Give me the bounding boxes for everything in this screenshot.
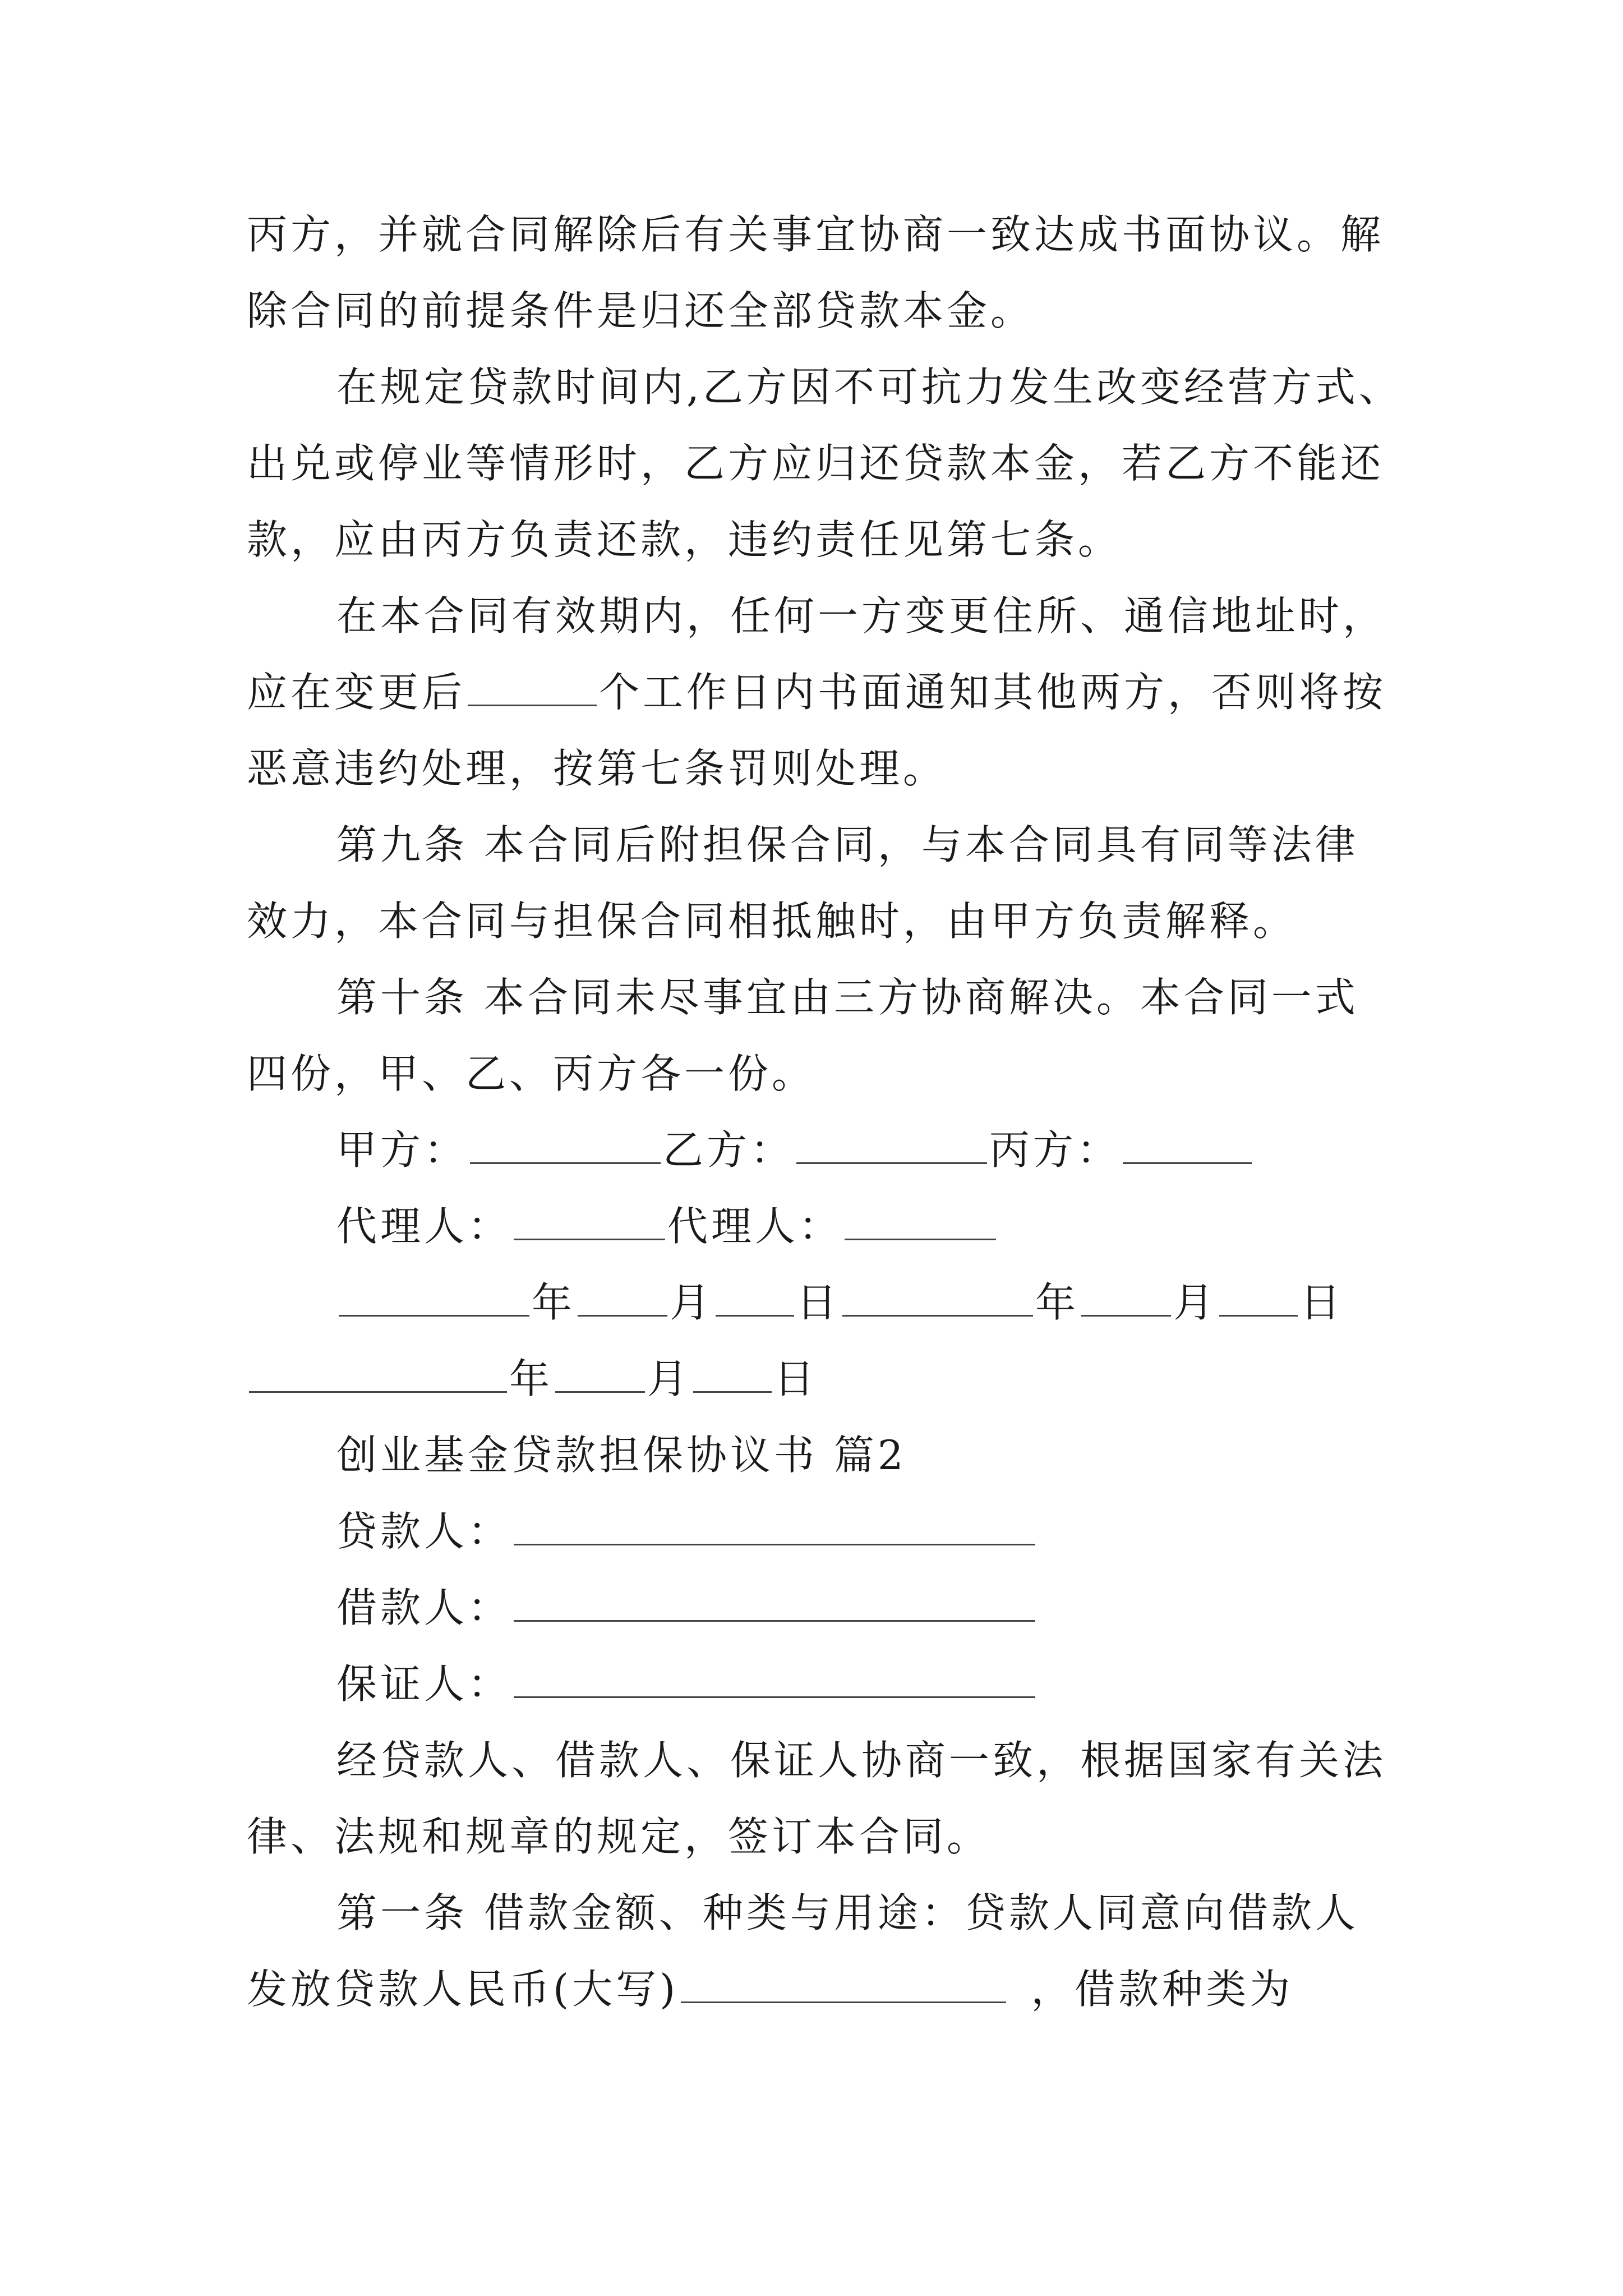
lender-line — [336, 1498, 1038, 1565]
month-blank — [578, 1276, 667, 1317]
day-blank — [1219, 1276, 1298, 1317]
party-c-label: 丙方： — [989, 1126, 1121, 1174]
text-line: 第一条 借款金额、种类与用途：贷款人同意向借款人 — [336, 1889, 1359, 1936]
text-line: 律、法规和规章的规定，签订本合同。 — [247, 1813, 991, 1860]
month-blank — [1081, 1276, 1171, 1317]
text-fragment: ，借款种类为 — [1031, 1966, 1294, 2013]
text-line: 丙方，并就合同解除后有关事宜协商一致达成书面协议。解 — [247, 211, 1385, 258]
signature-dates — [247, 1345, 818, 1412]
guarantor-blank — [514, 1657, 1035, 1698]
party-b-label: 乙方： — [663, 1126, 795, 1174]
agent-2-label: 代理人： — [667, 1203, 843, 1250]
borrower-label: 借款人： — [336, 1584, 512, 1631]
year-blank — [249, 1352, 507, 1393]
borrower-line — [336, 1574, 1038, 1641]
text-line: 经贷款人、借款人、保证人协商一致，根据国家有关法 — [336, 1737, 1387, 1784]
signature-agents — [336, 1193, 998, 1260]
day-label: 日 — [796, 1279, 841, 1326]
guarantor-label: 保证人： — [336, 1660, 512, 1708]
month-label: 月 — [1173, 1279, 1218, 1326]
text-line: 出兑或停业等情形时，乙方应归还贷款本金，若乙方不能还 — [247, 440, 1385, 487]
fill-in-blank — [468, 665, 597, 706]
text-line-with-blank — [247, 1955, 1293, 2023]
day-blank — [716, 1276, 794, 1317]
amount-blank — [681, 1962, 1006, 2003]
text-line: 第九条 本合同后附担保合同，与本合同具有同等法律 — [336, 821, 1359, 868]
text-line: 四份，甲、乙、丙方各一份。 — [247, 1050, 816, 1097]
text-line: 恶意违约处理，按第七条罚则处理。 — [247, 745, 947, 792]
month-label: 月 — [647, 1355, 691, 1402]
party-c-blank — [1123, 1123, 1252, 1164]
day-label: 日 — [774, 1355, 818, 1402]
year-blank — [339, 1276, 529, 1317]
text-fragment: 个工作日内书面通知其他两方，否则将按 — [599, 669, 1387, 716]
year-label: 年 — [509, 1355, 554, 1402]
text-line: 在本合同有效期内，任何一方变更住所、通信地址时， — [336, 592, 1387, 639]
party-a-blank — [470, 1123, 661, 1164]
text-line: 款，应由丙方负责还款，违约责任见第七条。 — [247, 516, 1122, 563]
party-a-label: 甲方： — [336, 1126, 468, 1174]
text-line: 除合同的前提条件是归还全部贷款本金。 — [247, 287, 1035, 334]
guarantor-line — [336, 1650, 1038, 1718]
text-line-with-blank — [247, 659, 1386, 726]
text-line: 在规定贷款时间内,乙方因不可抗力发生改变经营方式、 — [336, 364, 1403, 411]
text-line: 第十条 本合同未尽事宜由三方协商解决。本合同一式 — [336, 974, 1359, 1021]
text-fragment: 发放贷款人民币(大写) — [247, 1966, 679, 2013]
lender-blank — [514, 1504, 1035, 1545]
signature-dates — [336, 1269, 1344, 1336]
agent-2-blank — [845, 1199, 996, 1240]
year-label: 年 — [1035, 1279, 1080, 1326]
day-label: 日 — [1300, 1279, 1344, 1326]
year-label: 年 — [532, 1279, 576, 1326]
month-label: 月 — [670, 1279, 714, 1326]
party-b-blank — [796, 1123, 987, 1164]
signature-parties — [336, 1116, 1254, 1184]
year-blank — [842, 1276, 1033, 1317]
text-line: 效力，本合同与担保合同相抵触时，由甲方负责解释。 — [247, 898, 1297, 945]
section-heading: 创业基金贷款担保协议书 篇2 — [336, 1432, 907, 1479]
day-blank — [693, 1352, 772, 1393]
month-blank — [555, 1352, 645, 1393]
text-fragment: 应在变更后 — [247, 669, 466, 716]
agent-1-blank — [514, 1199, 665, 1240]
borrower-blank — [514, 1581, 1035, 1622]
agent-1-label: 代理人： — [336, 1203, 512, 1250]
lender-label: 贷款人： — [336, 1508, 512, 1555]
